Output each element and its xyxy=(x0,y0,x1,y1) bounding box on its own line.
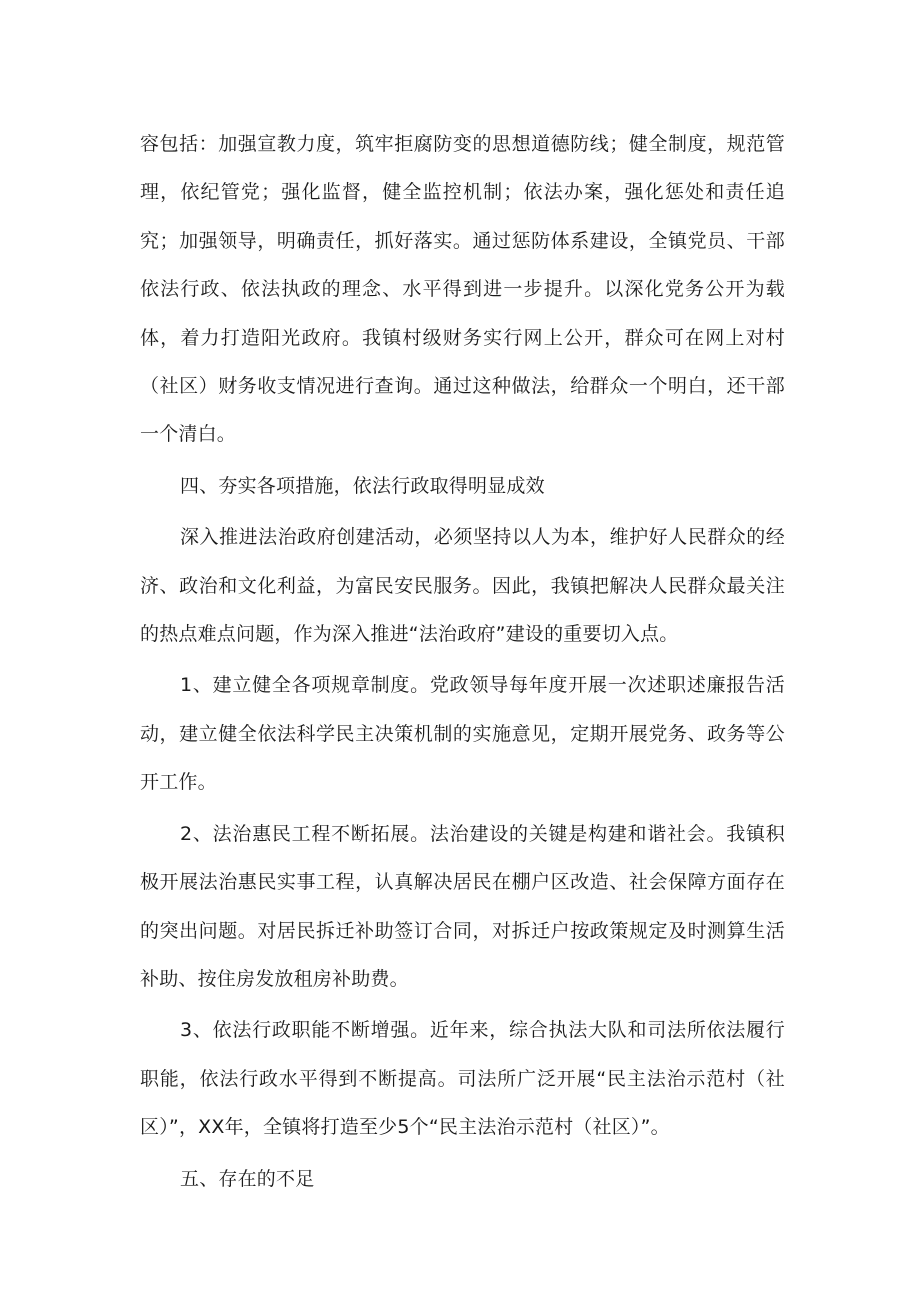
paragraph-item-2: 2、法治惠民工程不断拓展。法治建设的关键是构建和谐社会。我镇积极开展法治惠民实事工程，认真解决居民在棚户区改造、社会保障方面存在的突出问题。对居民拆迁补助签订合同，对拆迁户按政策规定及时测算生活补助、按住房发放租房补助费。 xyxy=(140,822,785,990)
paragraph-item-1: 1、建立健全各项规章制度。党政领导每年度开展一次述职述廉报告活动，建立健全依法科学民主决策机制的实施意见，定期开展党务、政务等公开工作。 xyxy=(140,674,785,794)
paragraph-intro: 深入推进法治政府创建活动，必须坚持以人为本，维护好人民群众的经济、政治和文化利益，为富民安民服务。因此，我镇把解决人民群众最关注的热点难点问题，作为深入推进“法治政府”建设的重要切入点。 xyxy=(140,526,785,646)
paragraph-continued: 容包括：加强宣教力度，筑牢拒腐防变的思想道德防线；健全制度，规范管理，依纪管党；强化监督，健全监控机制；依法办案，强化惩处和责任追究；加强领导，明确责任，抓好落实。通过惩防体系建设，全镇党员、干部依法行政、依法执政的理念、水平得到进一步提升。以深化党务公开为载体，着力打造阳光政府。我镇村级财务实行网上公开，群众可在网上对村（社区）财务收支情况进行查询。通过这种做法，给群众一个明白，还干部一个清白。 xyxy=(140,133,785,446)
section-heading-5: 五、存在的不足 xyxy=(180,1167,315,1190)
document-body xyxy=(140,120,785,1203)
section-heading-4: 四、夯实各项措施，依法行政取得明显成效 xyxy=(180,474,545,497)
paragraph-item-3: 3、依法行政职能不断增强。近年来，综合执法大队和司法所依法履行职能，依法行政水平得到不断提高。司法所广泛开展“民主法治示范村（社区）”，XX年，全镇将打造至少5个“民主法治示范村（社区）”。 xyxy=(140,1019,785,1139)
